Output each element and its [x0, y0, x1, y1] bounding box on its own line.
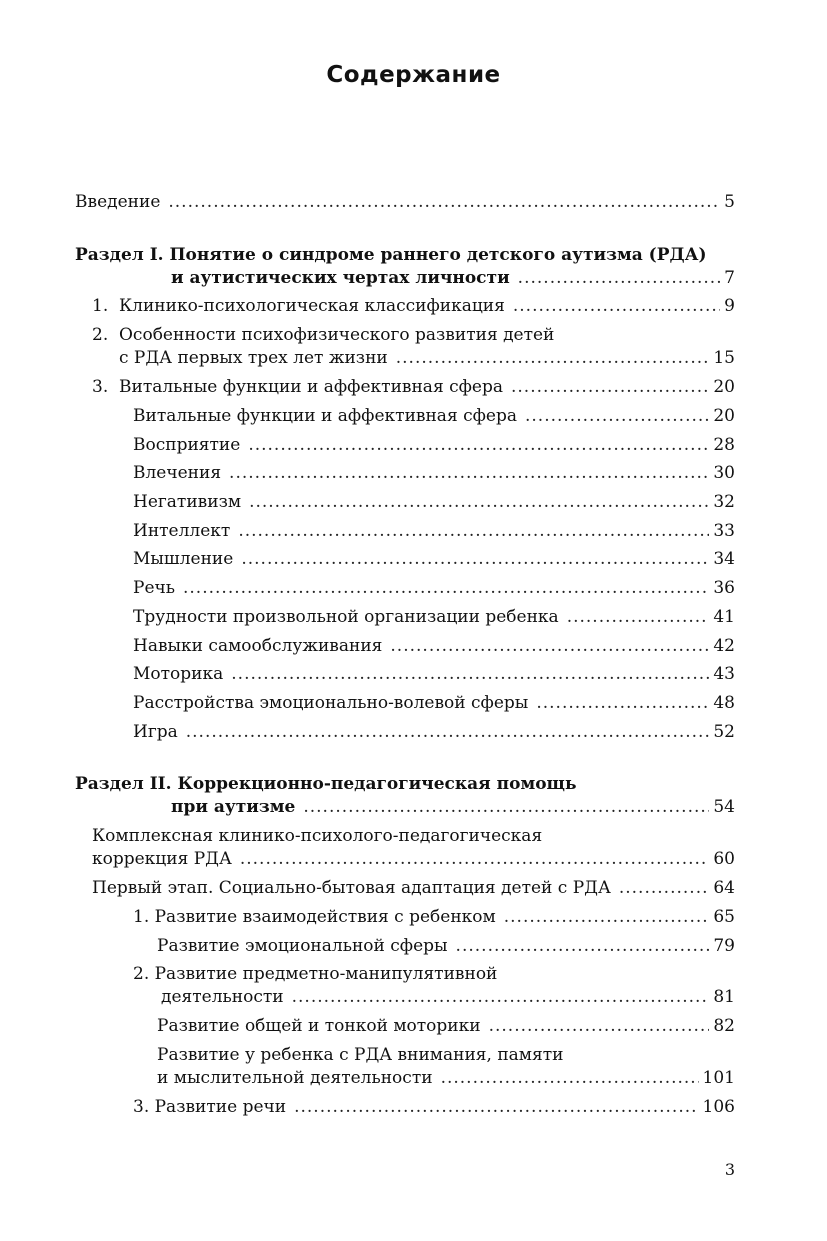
- toc-entry-page: 79: [713, 936, 735, 956]
- toc-subentry: [133, 635, 735, 657]
- dot-leader: [619, 877, 710, 899]
- toc-entry-page: 65: [713, 907, 735, 927]
- toc-entry-page: 106: [702, 1097, 735, 1117]
- toc-entry-manipulative-line2: [161, 986, 735, 1008]
- dot-leader: [241, 548, 709, 570]
- dot-leader: [513, 295, 720, 317]
- section-2-heading: Раздел II. Коррекционно-педагогическая помощь: [75, 774, 577, 794]
- toc-entry-complex-line2: [92, 848, 735, 870]
- dot-leader: [525, 405, 709, 427]
- toc-entry-number: 2.: [92, 325, 109, 345]
- dot-leader: [168, 191, 720, 213]
- toc-subentry: [133, 434, 735, 456]
- toc-entry-page: 81: [713, 987, 735, 1007]
- toc-subentry: [133, 577, 735, 599]
- dot-leader: [441, 1067, 699, 1089]
- toc-entry-title: Речь: [133, 578, 175, 598]
- toc-subentry: [133, 606, 735, 628]
- dot-leader: [294, 1096, 698, 1118]
- toc-entry-number: 1.: [92, 296, 109, 316]
- toc-entry-title: Витальные функции и аффективная сфера: [133, 406, 517, 426]
- dot-leader: [396, 347, 710, 369]
- toc-entry-page: 32: [713, 492, 735, 512]
- toc-subentry: [133, 405, 735, 427]
- toc-entry-title: Игра: [133, 722, 178, 742]
- toc-entry-text: Витальные функции и аффективная сфера: [119, 377, 503, 397]
- toc-entry-page: 60: [713, 849, 735, 869]
- toc-entry-page: 20: [713, 377, 735, 397]
- toc-entry-title: Мышление: [133, 549, 234, 569]
- toc-entry-attention-line2: [157, 1067, 735, 1089]
- dot-leader: [231, 663, 709, 685]
- dot-leader: [504, 906, 710, 928]
- toc-entry-development-line2: [119, 347, 735, 369]
- dot-leader: [489, 1015, 710, 1037]
- toc-entry-page: 41: [713, 607, 735, 627]
- toc-entry-title: Трудности произвольной организации ребенка: [133, 607, 559, 627]
- dot-leader: [183, 577, 709, 599]
- dot-leader: [186, 721, 710, 743]
- toc-entry-page: 33: [713, 521, 735, 541]
- toc-entry-development-line1: [92, 324, 554, 346]
- toc-entry-manipulative-line1: 2. Развитие предметно-манипулятивной: [133, 964, 498, 984]
- toc-entry-page: 48: [713, 693, 735, 713]
- dot-leader: [390, 635, 709, 657]
- toc-entry-text: Клинико-психологическая классификация: [119, 296, 505, 316]
- dot-leader: [536, 692, 709, 714]
- toc-entry-page: 30: [713, 463, 735, 483]
- toc-entry-page: 82: [713, 1016, 735, 1036]
- toc-entry-title: Моторика: [133, 664, 224, 684]
- toc-entry-page: 28: [713, 435, 735, 455]
- toc-entry-title: Влечения: [133, 463, 222, 483]
- toc-entry-emotional: [157, 935, 735, 957]
- toc-subentry: [133, 548, 735, 570]
- toc-entry-text: Особенности психофизического развития детей: [119, 325, 555, 345]
- toc-entry-stage1: [92, 877, 735, 899]
- toc-entry-title: при аутизме: [171, 797, 296, 817]
- dot-leader: [229, 462, 709, 484]
- dot-leader: [511, 376, 709, 398]
- page-number: 3: [724, 1160, 735, 1179]
- toc-entry-speech: [133, 1096, 735, 1118]
- toc-entry-intro: [75, 191, 735, 213]
- toc-entry-page: 43: [713, 664, 735, 684]
- toc-entry-title: [92, 376, 503, 398]
- toc-entry-page: 7: [724, 268, 735, 288]
- toc-subentry: [133, 692, 735, 714]
- toc-entry-title: Негативизм: [133, 492, 242, 512]
- toc-entry-page: 34: [713, 549, 735, 569]
- dot-leader: [518, 267, 721, 289]
- toc-entry-title: с РДА первых трех лет жизни: [119, 348, 388, 368]
- toc-entry-page: 15: [713, 348, 735, 368]
- dot-leader: [292, 986, 710, 1008]
- toc-entry-title: Первый этап. Социально-бытовая адаптация детей с РДА: [92, 878, 611, 898]
- toc-entry-page: 36: [713, 578, 735, 598]
- toc-entry-title: коррекция РДА: [92, 849, 232, 869]
- toc-subentry: [133, 520, 735, 542]
- toc-entry-title: и аутистических чертах личности: [171, 268, 510, 288]
- page-title: Содержание: [326, 62, 501, 88]
- toc-entry-motor: [157, 1015, 735, 1037]
- toc-entry-complex-line1: Комплексная клинико-психолого-педагогическая: [92, 826, 543, 846]
- toc-entry-title: и мыслительной деятельности: [157, 1068, 433, 1088]
- dot-leader: [567, 606, 710, 628]
- section-2-heading-cont: [171, 796, 735, 818]
- dot-leader: [238, 520, 709, 542]
- toc-entry-title: 3. Развитие речи: [133, 1097, 287, 1117]
- toc-entry-title: Восприятие: [133, 435, 241, 455]
- toc-entry-title: [92, 295, 505, 317]
- toc-entry-page: 64: [713, 878, 735, 898]
- toc-entry-title: 1. Развитие взаимодействия с ребенком: [133, 907, 496, 927]
- toc-entry-title: деятельности: [161, 987, 284, 1007]
- toc-entry-vital: [92, 376, 735, 398]
- toc-entry-title: Навыки самообслуживания: [133, 636, 383, 656]
- toc-entry-title: Интеллект: [133, 521, 231, 541]
- dot-leader: [248, 434, 709, 456]
- toc-entry-page: 101: [702, 1068, 735, 1088]
- toc-entry-title: Расстройства эмоционально-волевой сферы: [133, 693, 529, 713]
- toc-entry-page: 20: [713, 406, 735, 426]
- toc-entry-page: 52: [713, 722, 735, 742]
- toc-subentry: [133, 721, 735, 743]
- dot-leader: [240, 848, 710, 870]
- toc-entry-title: Развитие общей и тонкой моторики: [157, 1016, 481, 1036]
- toc-entry-number: 3.: [92, 377, 109, 397]
- toc-subentry: [133, 491, 735, 513]
- dot-leader: [303, 796, 709, 818]
- toc-subentry: [133, 462, 735, 484]
- section-1-heading-cont: [171, 267, 735, 289]
- toc-entry-title: Развитие эмоциональной сферы: [157, 936, 448, 956]
- toc-entry-title: Введение: [75, 192, 161, 212]
- dot-leader: [249, 491, 709, 513]
- toc-entry-classification: [92, 295, 735, 317]
- toc-entry-attention-line1: Развитие у ребенка с РДА внимания, памяти: [157, 1045, 564, 1065]
- dot-leader: [456, 935, 710, 957]
- toc-subentry: [133, 663, 735, 685]
- section-1-heading: Раздел I. Понятие о синдроме раннего детского аутизма (РДА): [75, 245, 707, 265]
- toc-entry-page: 54: [713, 797, 735, 817]
- toc-entry-page: 9: [724, 296, 735, 316]
- toc-entry-interaction: [133, 906, 735, 928]
- toc-entry-page: 5: [724, 192, 735, 212]
- toc-entry-page: 42: [713, 636, 735, 656]
